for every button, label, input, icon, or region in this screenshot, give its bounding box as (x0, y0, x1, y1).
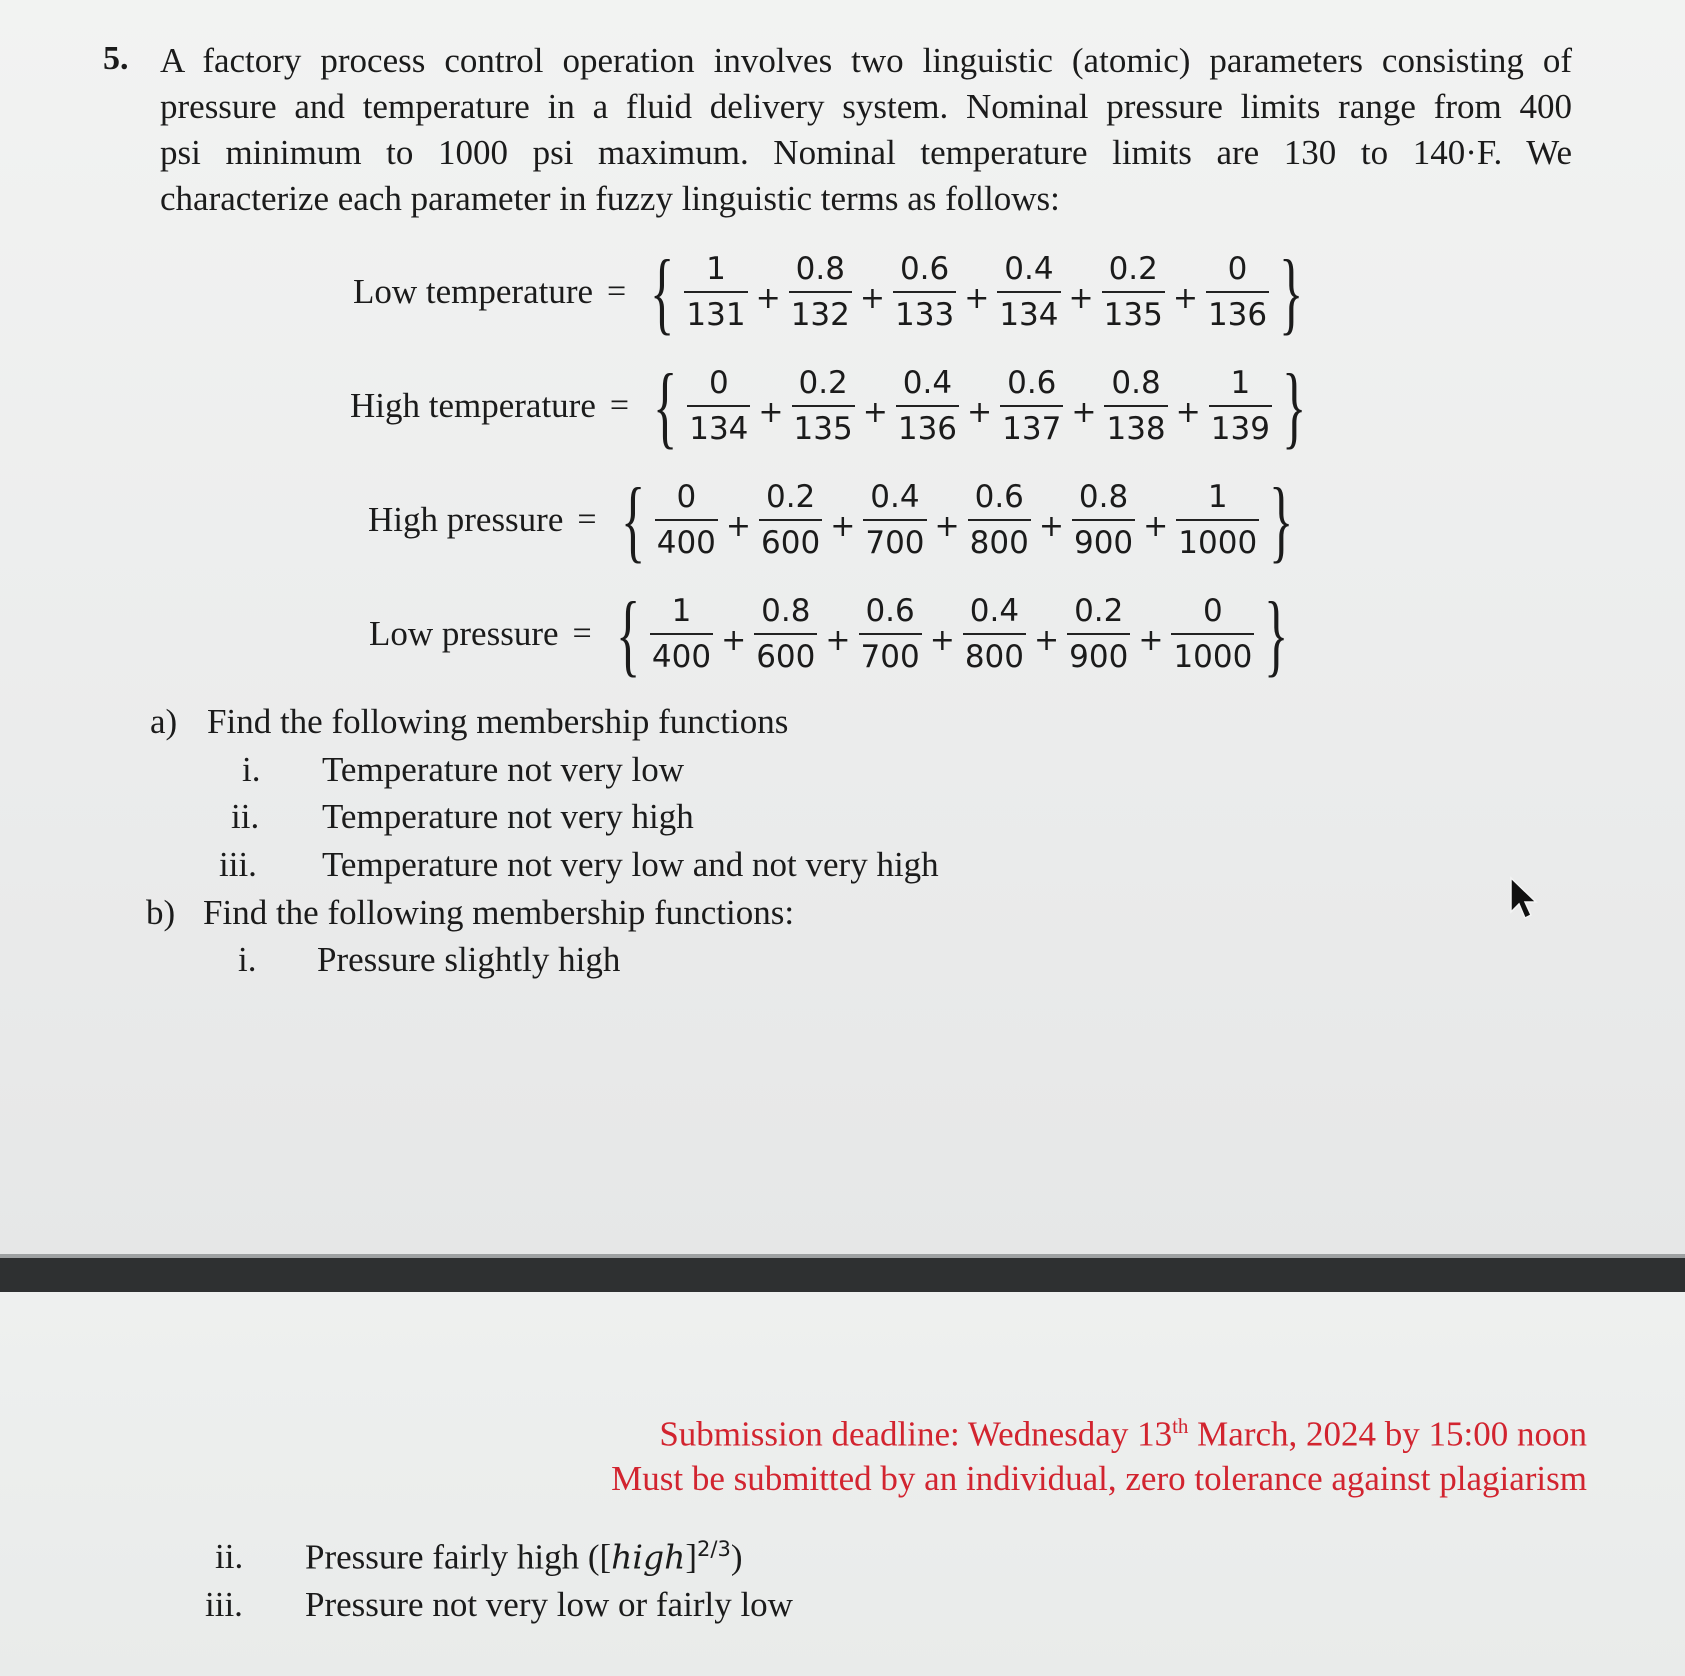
element-value: 700 (859, 633, 922, 675)
fraction-term (896, 365, 959, 447)
membership-value: 0 (1227, 251, 1248, 287)
fraction-term (759, 479, 822, 561)
equals-sign: = (572, 615, 592, 652)
fraction-term (1072, 479, 1135, 561)
plus-sign: + (825, 622, 851, 658)
equation-row (369, 584, 1299, 684)
part-a-title: Find the following membership functions (207, 702, 789, 741)
membership-value: 0.6 (1007, 365, 1057, 401)
left-brace: { (615, 583, 640, 685)
element-value: 136 (1206, 291, 1269, 333)
element-value: 400 (650, 633, 713, 675)
equation-label: High temperature (350, 386, 596, 425)
part-b-item-marker: ii. (215, 1537, 244, 1576)
fraction-term (655, 479, 718, 561)
membership-value: 0.6 (899, 251, 950, 287)
plus-sign: + (934, 508, 960, 544)
membership-value: 0.2 (798, 365, 848, 401)
membership-value: 0.2 (765, 479, 816, 515)
membership-value: 0.2 (1108, 251, 1158, 287)
deadline-notice (659, 1414, 1587, 1455)
deadline-date: March, 2024 by 15:00 noon (1188, 1414, 1587, 1454)
element-value: 600 (759, 519, 822, 561)
question-line: psi minimum to 1000 psi maximum. Nominal temperature limits are 130 to 140·F. We (160, 133, 1572, 172)
element-value: 139 (1209, 405, 1272, 447)
part-b-item-marker: i. (238, 940, 257, 979)
fraction-term (997, 251, 1060, 333)
item-text-pre: Pressure fairly high ([ (305, 1537, 612, 1577)
membership-value: 1 (1207, 479, 1228, 515)
membership-value: 0.8 (1111, 365, 1161, 401)
part-a-item-marker: ii. (231, 797, 260, 836)
equation-row (353, 242, 1313, 342)
fraction-term (1176, 479, 1259, 561)
membership-value: 0.4 (902, 365, 953, 401)
fraction-term (1171, 593, 1254, 675)
item-text-mid: ] (685, 1537, 698, 1577)
equation-row (368, 470, 1303, 570)
membership-value: 1 (706, 251, 726, 287)
equation-label: Low pressure (369, 614, 559, 653)
plus-sign: + (964, 280, 990, 316)
membership-value: 0.6 (974, 479, 1024, 515)
membership-value: 0.4 (1004, 251, 1054, 287)
element-value: 900 (1072, 519, 1135, 561)
membership-value: 0.8 (795, 251, 845, 287)
plus-sign: + (1143, 508, 1169, 544)
plus-sign: + (1034, 622, 1060, 658)
element-value: 137 (1000, 405, 1063, 447)
deadline-text: Submission deadline: Wednesday 13 (659, 1414, 1173, 1454)
plus-sign: + (1172, 280, 1198, 316)
plus-sign: + (755, 280, 781, 316)
element-value: 800 (963, 633, 1026, 675)
element-value: 700 (863, 519, 926, 561)
plus-sign: + (1138, 622, 1164, 658)
fraction-term (1206, 251, 1269, 333)
fraction-term (792, 365, 855, 447)
element-value: 900 (1067, 633, 1130, 675)
fraction-term (963, 593, 1026, 675)
left-brace: { (653, 355, 678, 457)
fraction-term (1209, 365, 1272, 447)
element-value: 1000 (1171, 633, 1254, 675)
element-value: 400 (655, 519, 718, 561)
element-value: 132 (789, 291, 852, 333)
fraction-term (1104, 365, 1167, 447)
fraction-term (1102, 251, 1165, 333)
fraction-term (684, 251, 747, 333)
part-b-marker: b) (146, 893, 176, 932)
element-value: 135 (1102, 291, 1165, 333)
fraction-term (754, 593, 817, 675)
plus-sign: + (1175, 394, 1201, 430)
membership-value: 0 (708, 365, 729, 401)
membership-value: 0.4 (870, 479, 920, 515)
fraction-term (650, 593, 713, 675)
part-a-item-text: Temperature not very low (322, 750, 684, 789)
equals-sign: = (577, 501, 597, 538)
fraction-term (863, 479, 926, 561)
part-a-item-marker: i. (242, 750, 261, 789)
question-line: characterize each parameter in fuzzy linguistic terms as follows: (160, 179, 1060, 218)
fraction-term (687, 365, 750, 447)
plus-sign: + (721, 622, 747, 658)
part-a-item-text: Temperature not very high (322, 797, 694, 836)
plus-sign: + (967, 394, 993, 430)
membership-value: 0.4 (969, 593, 1020, 629)
plus-sign: + (929, 622, 955, 658)
part-b-item-text: Pressure not very low or fairly low (305, 1585, 793, 1624)
right-brace: } (1281, 355, 1307, 457)
part-b-item-marker: iii. (205, 1585, 243, 1624)
plus-sign: + (1068, 280, 1094, 316)
fraction-term (1000, 365, 1063, 447)
fraction-term (789, 251, 852, 333)
element-value: 800 (968, 519, 1031, 561)
left-brace: { (650, 241, 675, 343)
fraction-term (859, 593, 922, 675)
item-text-post: ) (730, 1537, 743, 1577)
membership-value: 1 (671, 593, 692, 629)
question-paragraph (160, 38, 1572, 222)
mouse-pointer-icon (1505, 876, 1545, 922)
question-line: pressure and temperature in a fluid delivery system. Nominal pressure limits range from 400 (160, 87, 1572, 126)
membership-value: 0.8 (761, 593, 811, 629)
right-brace: } (1279, 241, 1304, 343)
part-b-item-text (305, 1537, 742, 1578)
plus-sign: + (1071, 394, 1097, 430)
membership-value: 0 (676, 479, 697, 515)
membership-value: 0 (1203, 593, 1223, 629)
equals-sign: = (607, 273, 627, 310)
membership-value: 1 (1230, 365, 1251, 401)
plus-sign: + (830, 508, 856, 544)
part-b-title: Find the following membership functions: (203, 893, 795, 932)
part-a-marker: a) (150, 702, 178, 741)
part-a-item-marker: iii. (219, 845, 257, 884)
element-value: 138 (1104, 405, 1167, 447)
equation-row (350, 356, 1316, 456)
item-exponent: 2/3 (697, 1537, 731, 1561)
plagiarism-notice: Must be submitted by an individual, zero tolerance against plagiarism (611, 1459, 1587, 1498)
plus-sign: + (859, 280, 886, 316)
deadline-ordinal: th (1172, 1414, 1189, 1438)
part-a-item-text: Temperature not very low and not very high (322, 845, 939, 884)
equals-sign: = (609, 387, 630, 424)
membership-value: 0.6 (865, 593, 915, 629)
part-b-item-text: Pressure slightly high (317, 940, 621, 979)
item-text-italic: high (611, 1537, 686, 1577)
fraction-term (893, 251, 956, 333)
equation-label: Low temperature (353, 272, 594, 311)
plus-sign: + (862, 394, 888, 430)
element-value: 134 (997, 291, 1060, 333)
question-line: A factory process control operation involves two linguistic (atomic) parameters consisting of (160, 41, 1572, 80)
element-value: 600 (754, 633, 817, 675)
plus-sign: + (758, 394, 784, 430)
question-number: 5. (103, 40, 129, 77)
right-brace: } (1264, 583, 1289, 685)
element-value: 133 (893, 291, 956, 333)
membership-value: 0.8 (1078, 479, 1129, 515)
plus-sign: + (725, 508, 752, 544)
left-brace: { (620, 469, 645, 571)
plus-sign: + (1038, 508, 1064, 544)
right-brace: } (1269, 469, 1294, 571)
element-value: 134 (687, 405, 750, 447)
fraction-term (1067, 593, 1130, 675)
fraction-term (968, 479, 1031, 561)
element-value: 136 (896, 405, 959, 447)
element-value: 131 (684, 291, 747, 333)
element-value: 1000 (1176, 519, 1259, 561)
membership-value: 0.2 (1074, 593, 1124, 629)
page-divider-bar (0, 1258, 1685, 1292)
element-value: 135 (792, 405, 855, 447)
equation-label: High pressure (368, 500, 564, 539)
